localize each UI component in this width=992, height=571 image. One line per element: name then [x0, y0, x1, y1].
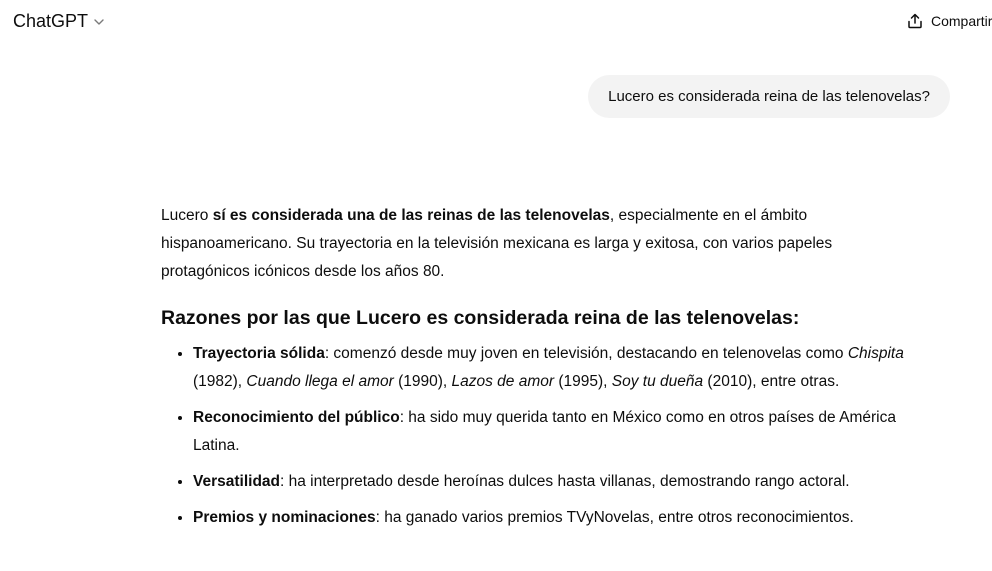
share-label: Compartir — [931, 13, 992, 29]
item-title: Reconocimiento del público — [193, 409, 400, 426]
item-text: : ha sido muy querida tanto en México como en otros países de América Latina. — [193, 409, 896, 454]
list-item — [193, 404, 921, 460]
telenovela-title: Lazos de amor — [451, 373, 555, 390]
item-text: (2010), entre otras. — [703, 373, 840, 390]
intro-paragraph — [161, 202, 921, 286]
reasons-list — [161, 340, 921, 532]
item-title: Premios y nominaciones — [193, 509, 376, 526]
list-item — [193, 340, 921, 396]
telenovela-title: Cuando llega el amor — [246, 373, 394, 390]
telenovela-title: Soy tu dueña — [611, 373, 704, 390]
list-item — [193, 468, 921, 496]
item-text: : ha ganado varios premios TVyNovelas, entre otros reconocimientos. — [375, 509, 854, 526]
telenovela-title: Chispita — [847, 345, 904, 362]
item-text: (1995), — [554, 373, 612, 390]
item-title: Versatilidad — [193, 473, 281, 490]
section-heading: Razones por las que Lucero es considerada reina de las telenovelas: — [161, 307, 800, 329]
assistant-message — [161, 202, 921, 540]
list-item — [193, 504, 921, 532]
item-title: Trayectoria sólida — [193, 345, 325, 362]
share-button[interactable] — [906, 12, 992, 30]
item-text: : comenzó desde muy joven en televisión, destacando en telenovelas como — [324, 345, 848, 362]
model-name: ChatGPT — [13, 11, 89, 31]
top-bar — [0, 0, 992, 46]
intro-text: Lucero — [161, 207, 213, 224]
model-switcher-button[interactable] — [13, 11, 105, 32]
intro-text-rest: , especialmente en el ámbito hispanoamericano. Su trayectoria en la televisión mexicana es larga y exitosa, con varios papeles protagónicos icónicos desde los años 80. — [161, 207, 833, 280]
item-text: (1990), — [393, 373, 452, 390]
intro-bold: sí es considerada una de las reinas de las telenovelas — [212, 207, 610, 224]
item-text: (1982), — [193, 373, 247, 390]
user-message: Lucero es considerada reina de las telenovelas? — [588, 75, 950, 118]
item-text: : ha interpretado desde heroínas dulces hasta villanas, demostrando rango actoral. — [280, 473, 850, 490]
share-icon — [906, 12, 924, 30]
chevron-down-icon — [93, 16, 105, 28]
